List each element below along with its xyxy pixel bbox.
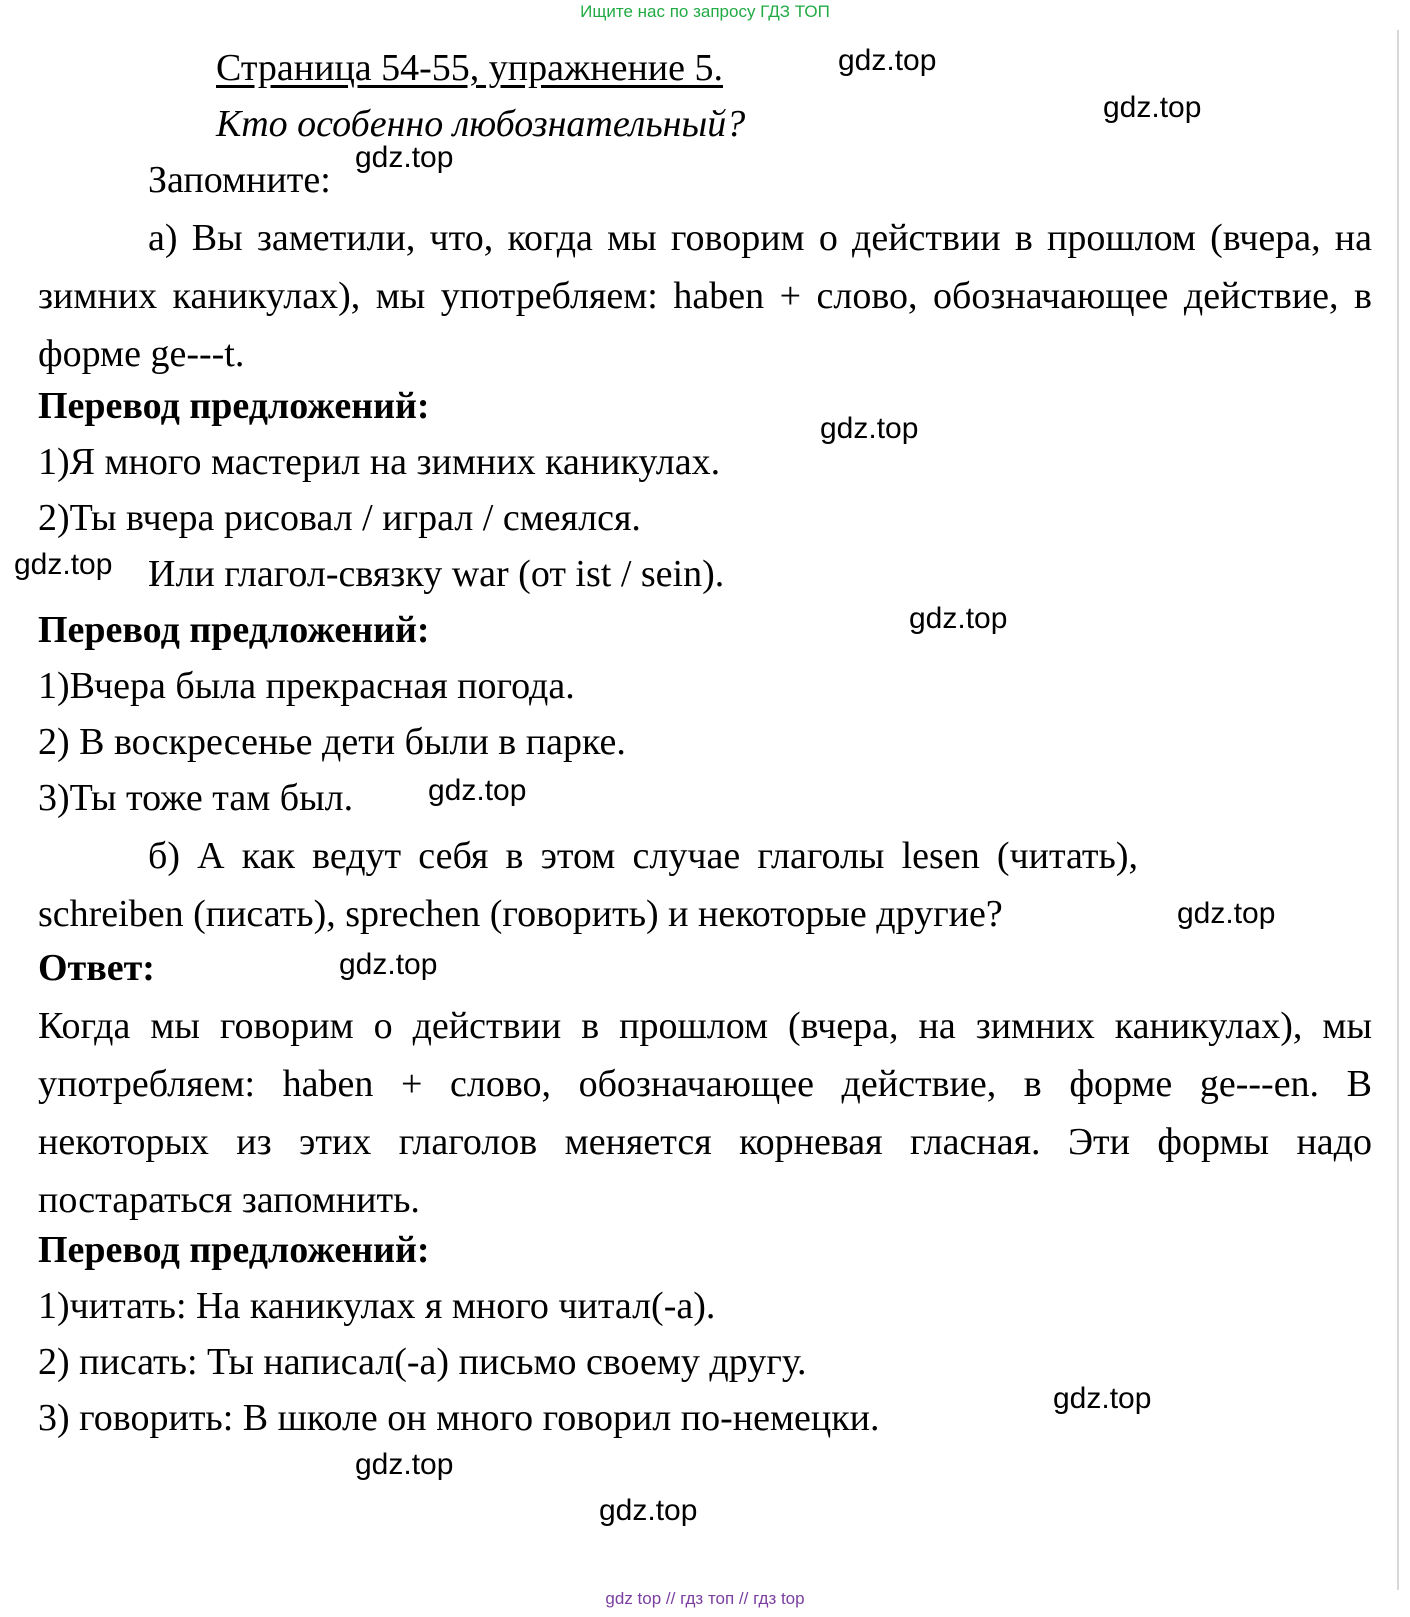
translation-heading-1: Перевод предложений: [38, 385, 430, 427]
watermark: gdz.top [838, 44, 937, 77]
linking-verb-note: Или глагол-связку war (от ist / sein). [148, 553, 725, 595]
paragraph-a: а) Вы заметили, что, когда мы говорим о действии в прошлом (вчера, на зимних каникулах), мы употребляем: haben + слово, обозначающее действие, в форме ge---t. [38, 217, 1372, 375]
exercise-subtitle: Кто особенно любознательный? [216, 103, 746, 145]
translation-1-item-1: 1)Я много мастерил на зимних каникулах. [38, 441, 721, 483]
page-title: Страница 54-55, упражнение 5. [216, 47, 724, 89]
translation-3-item-1: 1)читать: На каникулах я много читал(-а). [38, 1285, 716, 1327]
answer-text: Когда мы говорим о действии в прошлом (вчера, на зимних каникулах), мы употребляем: haben + слово, обозначающее действие, в форме ge---en. В некоторых из этих глаголов меняется корневая гласная. Эти формы надо постараться запомнить. [38, 1005, 1372, 1221]
watermark: gdz.top [355, 141, 454, 174]
watermark: gdz.top [820, 412, 919, 445]
translation-1-item-2: 2)Ты вчера рисовал / играл / смеялся. [38, 497, 641, 539]
watermark: gdz.top [355, 1448, 454, 1481]
translation-3-item-3: 3) говорить: В школе он много говорил по-немецки. [38, 1397, 880, 1439]
answer-heading: Ответ: [38, 947, 155, 989]
translation-heading-3: Перевод предложений: [38, 1229, 430, 1271]
watermark: gdz.top [1103, 91, 1202, 124]
translation-2-item-1: 1)Вчера была прекрасная погода. [38, 665, 575, 707]
page-edge-divider [1397, 30, 1399, 1590]
bottom-banner[interactable]: gdz top // гдз топ // гдз top [605, 1589, 805, 1608]
paragraph-b: б) А как ведут себя в этом случае глаголы lesen (читать), schreiben (писать), sprechen (говорить) и некоторые другие? [38, 835, 1138, 935]
watermark: gdz.top [599, 1494, 698, 1527]
watermark: gdz.top [1053, 1382, 1152, 1415]
watermark: gdz.top [1177, 897, 1276, 930]
watermark: gdz.top [339, 948, 438, 981]
translation-2-item-2: 2) В воскресенье дети были в парке. [38, 721, 626, 763]
translation-3-item-2: 2) писать: Ты написал(-а) письмо своему другу. [38, 1341, 807, 1383]
watermark: gdz.top [909, 602, 1008, 635]
translation-heading-2: Перевод предложений: [38, 609, 430, 651]
top-banner[interactable]: Ищите нас по запросу ГДЗ ТОП [580, 2, 830, 21]
translation-2-item-3: 3)Ты тоже там был. [38, 777, 354, 819]
watermark: gdz.top [428, 774, 527, 807]
remember-label: Запомните: [148, 159, 331, 201]
watermark: gdz.top [14, 548, 113, 581]
